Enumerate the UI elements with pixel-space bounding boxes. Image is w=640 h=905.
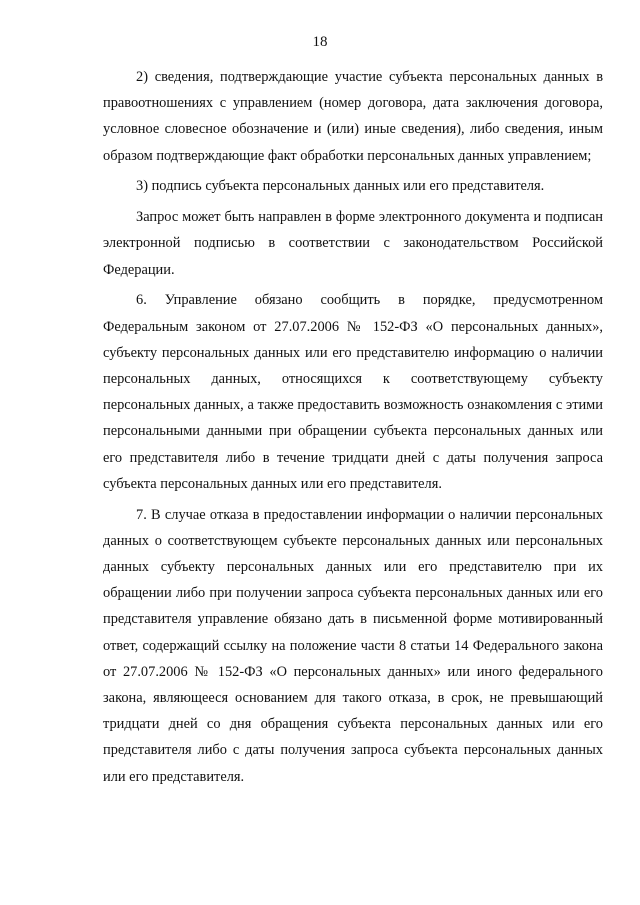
paragraph-item-3-signature: 3) подпись субъекта персональных данных или его представителя. — [136, 178, 545, 195]
paragraph-clause-6: 6. Управление обязано сообщить в порядке, предусмотренном Федеральным законом от 27.07.2006 № 152-ФЗ «О персональных данных», субъекту персональных данных или его представителю информацию о наличии персональных данных, относящихся к соответствующему субъекту персональных данных, а также предоставить возможность ознакомления с этими персональными данными при обращении субъекта персональных данных или его представителя либо в течение тридцати дней с даты получения запроса субъекта персональных данных или его представителя. — [103, 292, 603, 492]
paragraph-clause-7: 7. В случае отказа в предоставлении информации о наличии персональных данных о соответствующем субъекте персональных данных или персональных данных субъекту персональных данных или его представителю при их обращении либо при получении запроса субъекта персональных данных или его представителя управление обязано дать в письменной форме мотивированный ответ, содержащий ссылку на положение части 8 статьи 14 Федерального закона от 27.07.2006 № 152-ФЗ «О персональных данных» или иного федерального закона, являющееся основанием для такого отказа, в срок, не превышающий тридцати дней со дня обращения субъекта персональных данных или его представителя либо с даты получения запроса субъекта персональных данных или его представителя. — [103, 506, 603, 785]
document-body — [103, 64, 603, 790]
paragraph-electronic-request: Запрос может быть направлен в форме электронного документа и подписан электронной подписью в соответствии с законодательством Российской Федерации. — [103, 209, 603, 278]
page-number: 18 — [312, 34, 328, 50]
paragraph-item-2-details: 2) сведения, подтверждающие участие субъекта персональных данных в правоотношениях с управлением (номер договора, дата заключения договора, условное словесное обозначение и (или) иные сведения), либо сведения, иным образом подтверждающие факт обработки персональных данных управлением; — [103, 69, 603, 164]
